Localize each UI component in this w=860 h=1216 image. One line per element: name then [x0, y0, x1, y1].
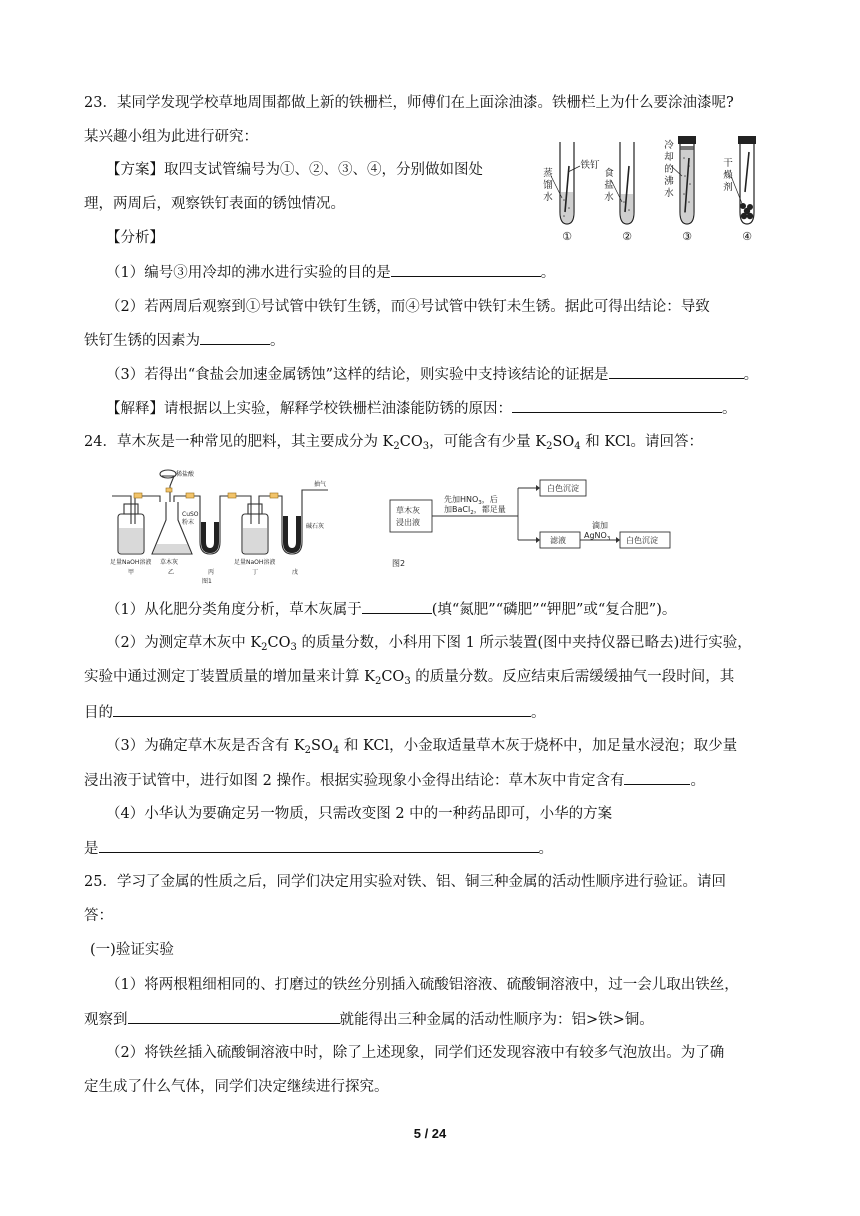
- answer-blank[interactable]: [99, 838, 539, 853]
- figure-2-caption: 图2: [392, 559, 406, 568]
- label-jia: 甲: [128, 569, 135, 576]
- figure-1-caption: 图1: [202, 578, 212, 585]
- q23-line-1: 23．某同学发现学校草地周围都做上新的铁栅栏，师傅们在上面涂油漆。铁栅栏上为什么要涂油漆呢?: [84, 95, 734, 111]
- q24-sub3-line-1: （3）为确定草木灰是否含有 $K_2SO_4$ 和 KCl，小金取适量草木灰于烧杯中，加足量水浸泡；取少量: [106, 738, 738, 756]
- label-step2-a: 滴加: [592, 521, 608, 530]
- label-distilled-3: 水: [543, 192, 553, 203]
- answer-blank[interactable]: [113, 702, 531, 717]
- answer-blank[interactable]: [128, 1009, 340, 1024]
- q23-sub3: （3）若得出“食盐会加速金属锈蚀”这样的结论，则实验中支持该结论的证据是 。: [106, 364, 758, 385]
- label-salt-1: 食: [604, 168, 614, 179]
- q24-figure-1-apparatus: [110, 466, 350, 586]
- label-cuso4: CuSO: [182, 511, 199, 518]
- svg-text:先加HNO3，后: 先加$HNO_3$，后: [444, 495, 498, 506]
- label-step1-d: ，都足量: [473, 505, 506, 514]
- label-ash: 草木灰: [160, 559, 179, 566]
- label-filtrate: 滤液: [550, 536, 566, 545]
- answer-blank[interactable]: [391, 262, 541, 277]
- page-number: 5 / 24: [413, 1126, 447, 1141]
- svg-text:AgNO3: AgNO$_3$: [584, 531, 611, 542]
- label-dry-1: 干: [723, 158, 733, 169]
- answer-blank[interactable]: [512, 398, 722, 413]
- box-extract: [390, 500, 432, 532]
- label-dry-3: 剂: [723, 182, 733, 193]
- q23-sub2-line-2: 铁钉生锈的因素为 。: [84, 330, 285, 351]
- q24-sub1: （1）从化肥分类角度分析，草木灰属于 (填“氮肥”“磷肥”“钾肥”或“复合肥”)。: [106, 599, 676, 620]
- answer-blank[interactable]: [200, 330, 270, 345]
- label-acid: 稀盐酸: [176, 471, 195, 478]
- label-dry-2: 燥: [723, 170, 733, 181]
- label-step1-c: 加BaCl: [444, 505, 471, 514]
- label-cool-4: 沸: [664, 176, 674, 187]
- label-bing: 丙: [208, 569, 215, 576]
- label-nail: 铁钉: [580, 160, 600, 171]
- q23-analysis-heading: 【分析】: [106, 230, 164, 246]
- q24-sub2-line-3: 目的 。: [84, 702, 546, 723]
- label-distilled-2: 馏: [543, 180, 553, 191]
- q25-sub2-line-1: （2）将铁丝插入硫酸铜溶液中时，除了上述现象，同学们还发现容液中有较多气泡放出。为了确: [106, 1045, 725, 1061]
- q23-explanation: 【解释】请根据以上实验，解释学校铁栅栏油漆能防锈的原因： 。: [106, 398, 737, 419]
- label-cool-1: 冷: [664, 140, 674, 151]
- label-salt-3: 水: [604, 192, 614, 203]
- label-ding: 丁: [252, 569, 259, 576]
- label-naoh-ding: 足量NaOH溶液: [234, 559, 276, 566]
- q23-line-2: 某兴趣小组为此进行研究：: [84, 129, 258, 145]
- q23-sub2-line-1: （2）若两周后观察到①号试管中铁钉生锈，而④号试管中铁钉未生锈。据此可得出结论：导致: [106, 299, 710, 315]
- q24-sub3-line-2: 浸出液于试管中，进行如图 2 操作。根据实验现象小金得出结论：草木灰中肯定含有 。: [84, 770, 705, 791]
- q23-plan-line-2: 理，两周后，观察铁钉表面的锈蚀情况。: [84, 196, 345, 212]
- stopper-4: [738, 136, 756, 144]
- label-salt-2: 盐: [604, 180, 614, 191]
- label-cool-5: 水: [664, 188, 674, 199]
- stopper-3: [678, 136, 696, 144]
- q25-sub1-line-1: （1）将两根粗细相同的、打磨过的铁丝分别插入硫酸铝溶液、硫酸铜溶液中，过一会儿取出铁丝，: [106, 977, 739, 993]
- label-step2-b: AgNO: [584, 531, 607, 540]
- label-precipitate-1: 白色沉淀: [547, 484, 579, 493]
- label-wu: 戊: [292, 569, 299, 576]
- q25-sub2-line-2: 定生成了什么气体，同学们决定继续进行探究。: [84, 1079, 389, 1095]
- svg-text:加BaCl2，都足量: 加BaCl$_2$，都足量: [444, 505, 506, 516]
- q25-section-heading: (一)验证实验: [90, 942, 174, 958]
- q24-sub2-line-1: （2）为测定草木灰中 $K_2CO_3$ 的质量分数，小科用下图 1 所示装置(图中夹持仪器已略去)进行实验，: [106, 635, 752, 653]
- q24-sub4-line-2: 是 。: [84, 838, 553, 859]
- q24-sub2-line-2: 实验中通过测定丁装置质量的增加量来计算 $K_2CO_3$ 的质量分数。反应结束后需缓缓抽气一段时间，其: [84, 669, 735, 687]
- tube-number-2: ②: [622, 230, 632, 243]
- label-step1-b: ，后: [481, 495, 498, 504]
- tube-number-1: ①: [562, 230, 572, 243]
- tube-number-4: ④: [742, 230, 752, 243]
- answer-blank[interactable]: [362, 599, 432, 614]
- label-pump: 抽气: [314, 481, 327, 488]
- tube-number-3: ③: [682, 230, 692, 243]
- q23-sub1: （1）编号③用冷却的沸水进行实验的目的是 。: [106, 262, 555, 283]
- label-yi: 乙: [168, 569, 175, 576]
- q23-test-tube-figure: [538, 136, 774, 246]
- q23-plan-line-1: 【方案】取四支试管编号为①、②、③、④，分别做如图处: [106, 162, 483, 178]
- label-precipitate-2: 白色沉淀: [626, 536, 658, 545]
- label-soda-lime: 碱石灰: [306, 523, 325, 530]
- label-powder: 粉末: [182, 519, 195, 526]
- q24-sub4-line-1: （4）小华认为要确定另一物质，只需改变图 2 中的一种药品即可，小华的方案: [106, 806, 613, 822]
- label-distilled-1: 蒸: [543, 168, 553, 179]
- q25-line-1: 25．学习了金属的性质之后，同学们决定用实验对铁、铝、铜三种金属的活动性顺序进行验证。请回: [84, 874, 726, 890]
- label-extract-2: 浸出液: [396, 518, 420, 527]
- label-extract-1: 草木灰: [396, 506, 420, 515]
- answer-blank[interactable]: [609, 364, 744, 379]
- label-step1-a: 先加HNO: [444, 495, 479, 504]
- q24-figure-2-flowchart: [388, 472, 678, 572]
- q25-line-2: 答：: [84, 908, 113, 924]
- label-cool-3: 的: [664, 164, 674, 175]
- label-naoh-jia: 足量NaOH溶液: [110, 559, 152, 566]
- label-cool-2: 却: [664, 152, 674, 163]
- q25-sub1-line-2: 观察到 就能得出三种金属的活动性顺序为：铝>铁>铜。: [84, 1009, 654, 1030]
- nail-4: [745, 152, 749, 192]
- q24-intro: 24．草木灰是一种常见的肥料，其主要成分为 $K_2CO_3$，可能含有少量 $K_2SO_4$ 和 KCl。请回答：: [84, 434, 704, 452]
- answer-blank[interactable]: [624, 770, 690, 785]
